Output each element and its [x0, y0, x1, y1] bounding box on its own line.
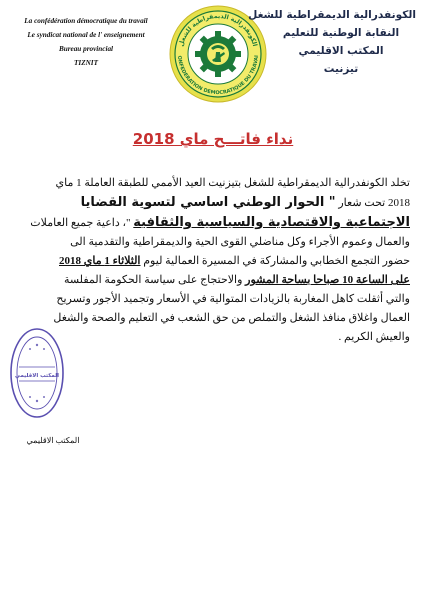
body-line-2a: 2018 تحت شعار	[338, 197, 410, 209]
event-time-place: على الساعة 10 صباحا بساحة المشور	[245, 274, 410, 286]
event-date: الثلاثاء 1 ماي 2018	[59, 255, 141, 267]
header-ar-line3: المكتب الاقليمي	[298, 45, 384, 57]
header-fr-line3: Bureau provincial	[58, 45, 114, 53]
header-ar-line4: تيزنيت	[323, 63, 359, 75]
body-line-9: والعيش الكريم .	[338, 331, 410, 343]
office-stamp	[8, 325, 66, 421]
body-line-5	[18, 252, 410, 271]
body-line-4: والعمال وعموم الأجراء وكل مناضلي القوى الحية والديمقراطية والتقدمية الى	[70, 236, 410, 248]
gear-icon	[195, 31, 241, 77]
body-line-3b: "، داعية جميع العاملات	[30, 217, 131, 229]
body-line-5a: حضور التجمع الخطابي والمشاركة في المسيرة العمالية ليوم	[143, 255, 410, 267]
slogan-part-2: الاجتماعية والاقتصادية والسياسية والثقافية	[133, 215, 410, 230]
body-line-7: والتي أثقلت كاهل المغاربة بالزيادات المتوالية في الأسعار وتجميد الأجور وتسريح	[56, 293, 410, 305]
logo-ring-arabic: الكونفدرالية الديمقراطية للشغل	[177, 12, 259, 48]
header-fr-line1: La confédération démocratique du travail	[24, 17, 148, 25]
body-line-8: العمال واغلاق منافذ الشغل والتملص من حق الشعب في التعليم والصحة والشغل	[53, 312, 410, 324]
header-arabic	[248, 6, 416, 78]
body-line-3	[18, 213, 410, 233]
body-line-6b: والاحتجاج على سياسة الحكومة المفلسة	[63, 274, 243, 286]
stamp-text: المكتب الاقليمي	[14, 373, 60, 379]
body-line-6	[18, 271, 410, 290]
header-fr-line2: Le syndicat national de l' enseignement	[27, 31, 145, 39]
slogan-part-1: " الحوار الوطني اساسي لتسوية القضايا	[80, 195, 336, 210]
page-title: نداء فاتـــح ماي 2018	[132, 130, 294, 148]
header-ar-line2: النقابة الوطنية للتعليم	[282, 27, 400, 39]
header-ar-line1: الكونفدرالية الديمقراطية للشغل	[248, 9, 416, 21]
body-line-1: تخلد الكونفدرالية الديمقراطية للشغل بتيزنيت العيد الأممي للطبقة العاملة 1 ماي	[55, 177, 410, 189]
signature-label: المكتب الاقليمي	[26, 436, 80, 445]
call-body	[18, 174, 410, 347]
body-line-2	[18, 193, 410, 213]
header-french	[6, 14, 166, 70]
header-fr-line4: TIZNIT	[74, 59, 98, 67]
logo-ring-french: ONFEDERATION DEMOCRATIQUE DU TRAVAI	[175, 55, 260, 97]
